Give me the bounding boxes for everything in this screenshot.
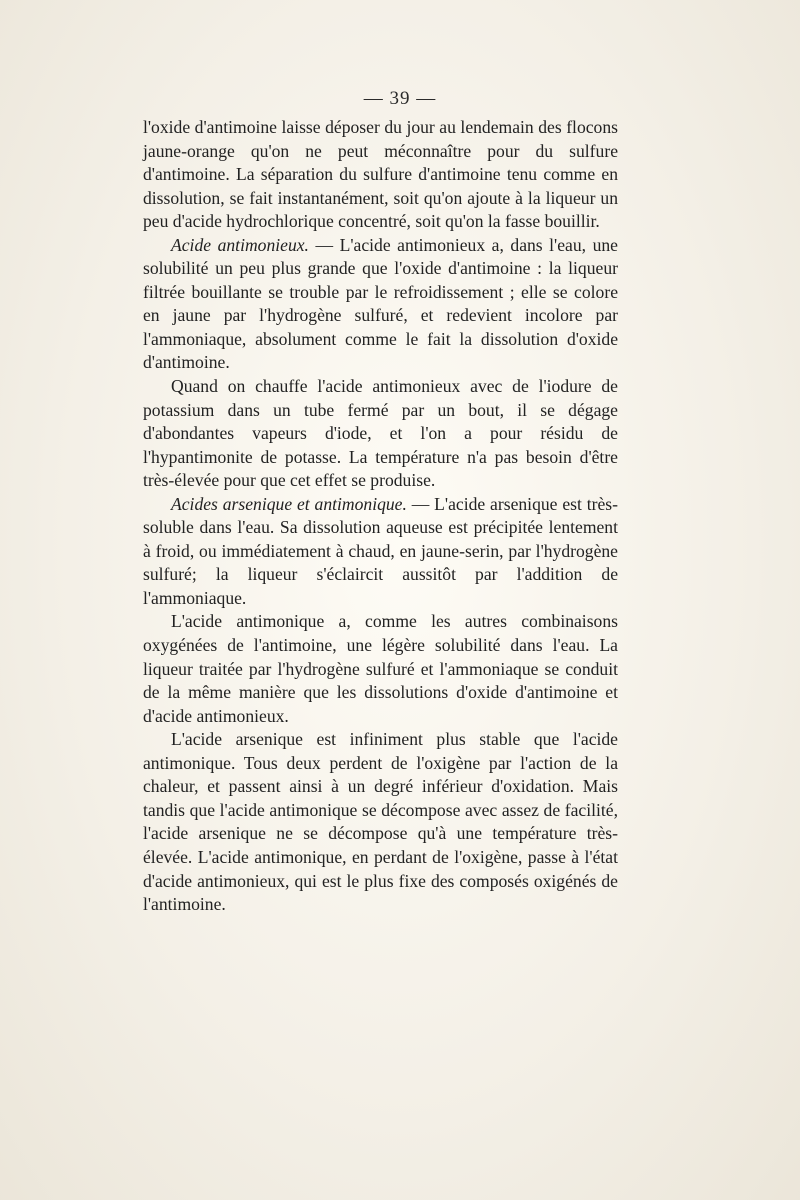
paragraph-1 bbox=[143, 116, 618, 234]
paragraph-1-text: l'oxide d'antimoine laisse déposer du jour au lendemain des flocons jaune-orange qu'on ne peut méconnaître pour du sulfure d'antimoine. La séparation du sulfure d'antimoine tenu comme en dissolution, se fait instantanément, soit qu'on ajoute à la liqueur un peu d'acide hydrochlorique concentré, soit qu'on la fasse bouillir. bbox=[143, 117, 618, 232]
paragraph-3-text: Quand on chauffe l'acide antimonieux avec de l'iodure de potassium dans un tube fermé par un bout, il se dégage d'abondantes vapeurs d'iode, et l'on a pour résidu de l'hypantimonite de potasse. La température n'a pas besoin d'être très-élevée pour que cet effet se produise. bbox=[143, 376, 618, 491]
body-text bbox=[143, 116, 618, 917]
paragraph-3 bbox=[143, 375, 618, 493]
paragraph-4 bbox=[143, 493, 618, 611]
paragraph-2-text: — L'acide antimonieux a, dans l'eau, une solubilité un peu plus grande que l'oxide d'antimoine : la liqueur filtrée bouillante se trouble par le refroidissement ; elle se colore en jaune par l'hydrogène sulfuré, et redevient incolore par l'ammoniaque, absolument comme le fait la dissolution d'oxide d'antimoine. bbox=[143, 234, 618, 373]
paragraph-6 bbox=[143, 728, 618, 916]
section-heading-acides-arsenique-antimonique: Acides arsenique et antimonique. bbox=[171, 493, 407, 514]
paragraph-4-text: — L'acide arsenique est très-soluble dans l'eau. Sa dissolution aqueuse est précipitée lentement à froid, ou immédiatement à chaud, en jaune-serin, par l'hydrogène sulfuré; la liqueur s'éclaircit aussitôt par l'addition de l'ammoniaque. bbox=[143, 493, 618, 608]
paragraph-2 bbox=[143, 234, 618, 375]
page-number: — 39 — bbox=[363, 88, 437, 109]
section-heading-acide-antimonieux: Acide antimonieux. bbox=[171, 234, 309, 255]
paragraph-6-text: L'acide arsenique est infiniment plus stable que l'acide antimonique. Tous deux perdent de l'oxigène par l'action de la chaleur, et passent ainsi à un degré inférieur d'oxidation. Mais tandis que l'acide antimonique se décompose avec assez de facilité, l'acide arsenique ne se décompose qu'à une température très-élevée. L'acide antimonique, en perdant de l'oxigène, passe à l'état d'acide antimonieux, qui est le plus fixe des composés oxigénés de l'antimoine. bbox=[143, 729, 618, 915]
paragraph-5-text: L'acide antimonique a, comme les autres combinaisons oxygénées de l'antimoine, une légère solubilité dans l'eau. La liqueur traitée par l'hydrogène sulfuré et l'ammoniaque se conduit de la même manière que les dissolutions d'oxide d'antimoine et d'acide antimonieux. bbox=[143, 611, 618, 726]
paragraph-5 bbox=[143, 610, 618, 728]
